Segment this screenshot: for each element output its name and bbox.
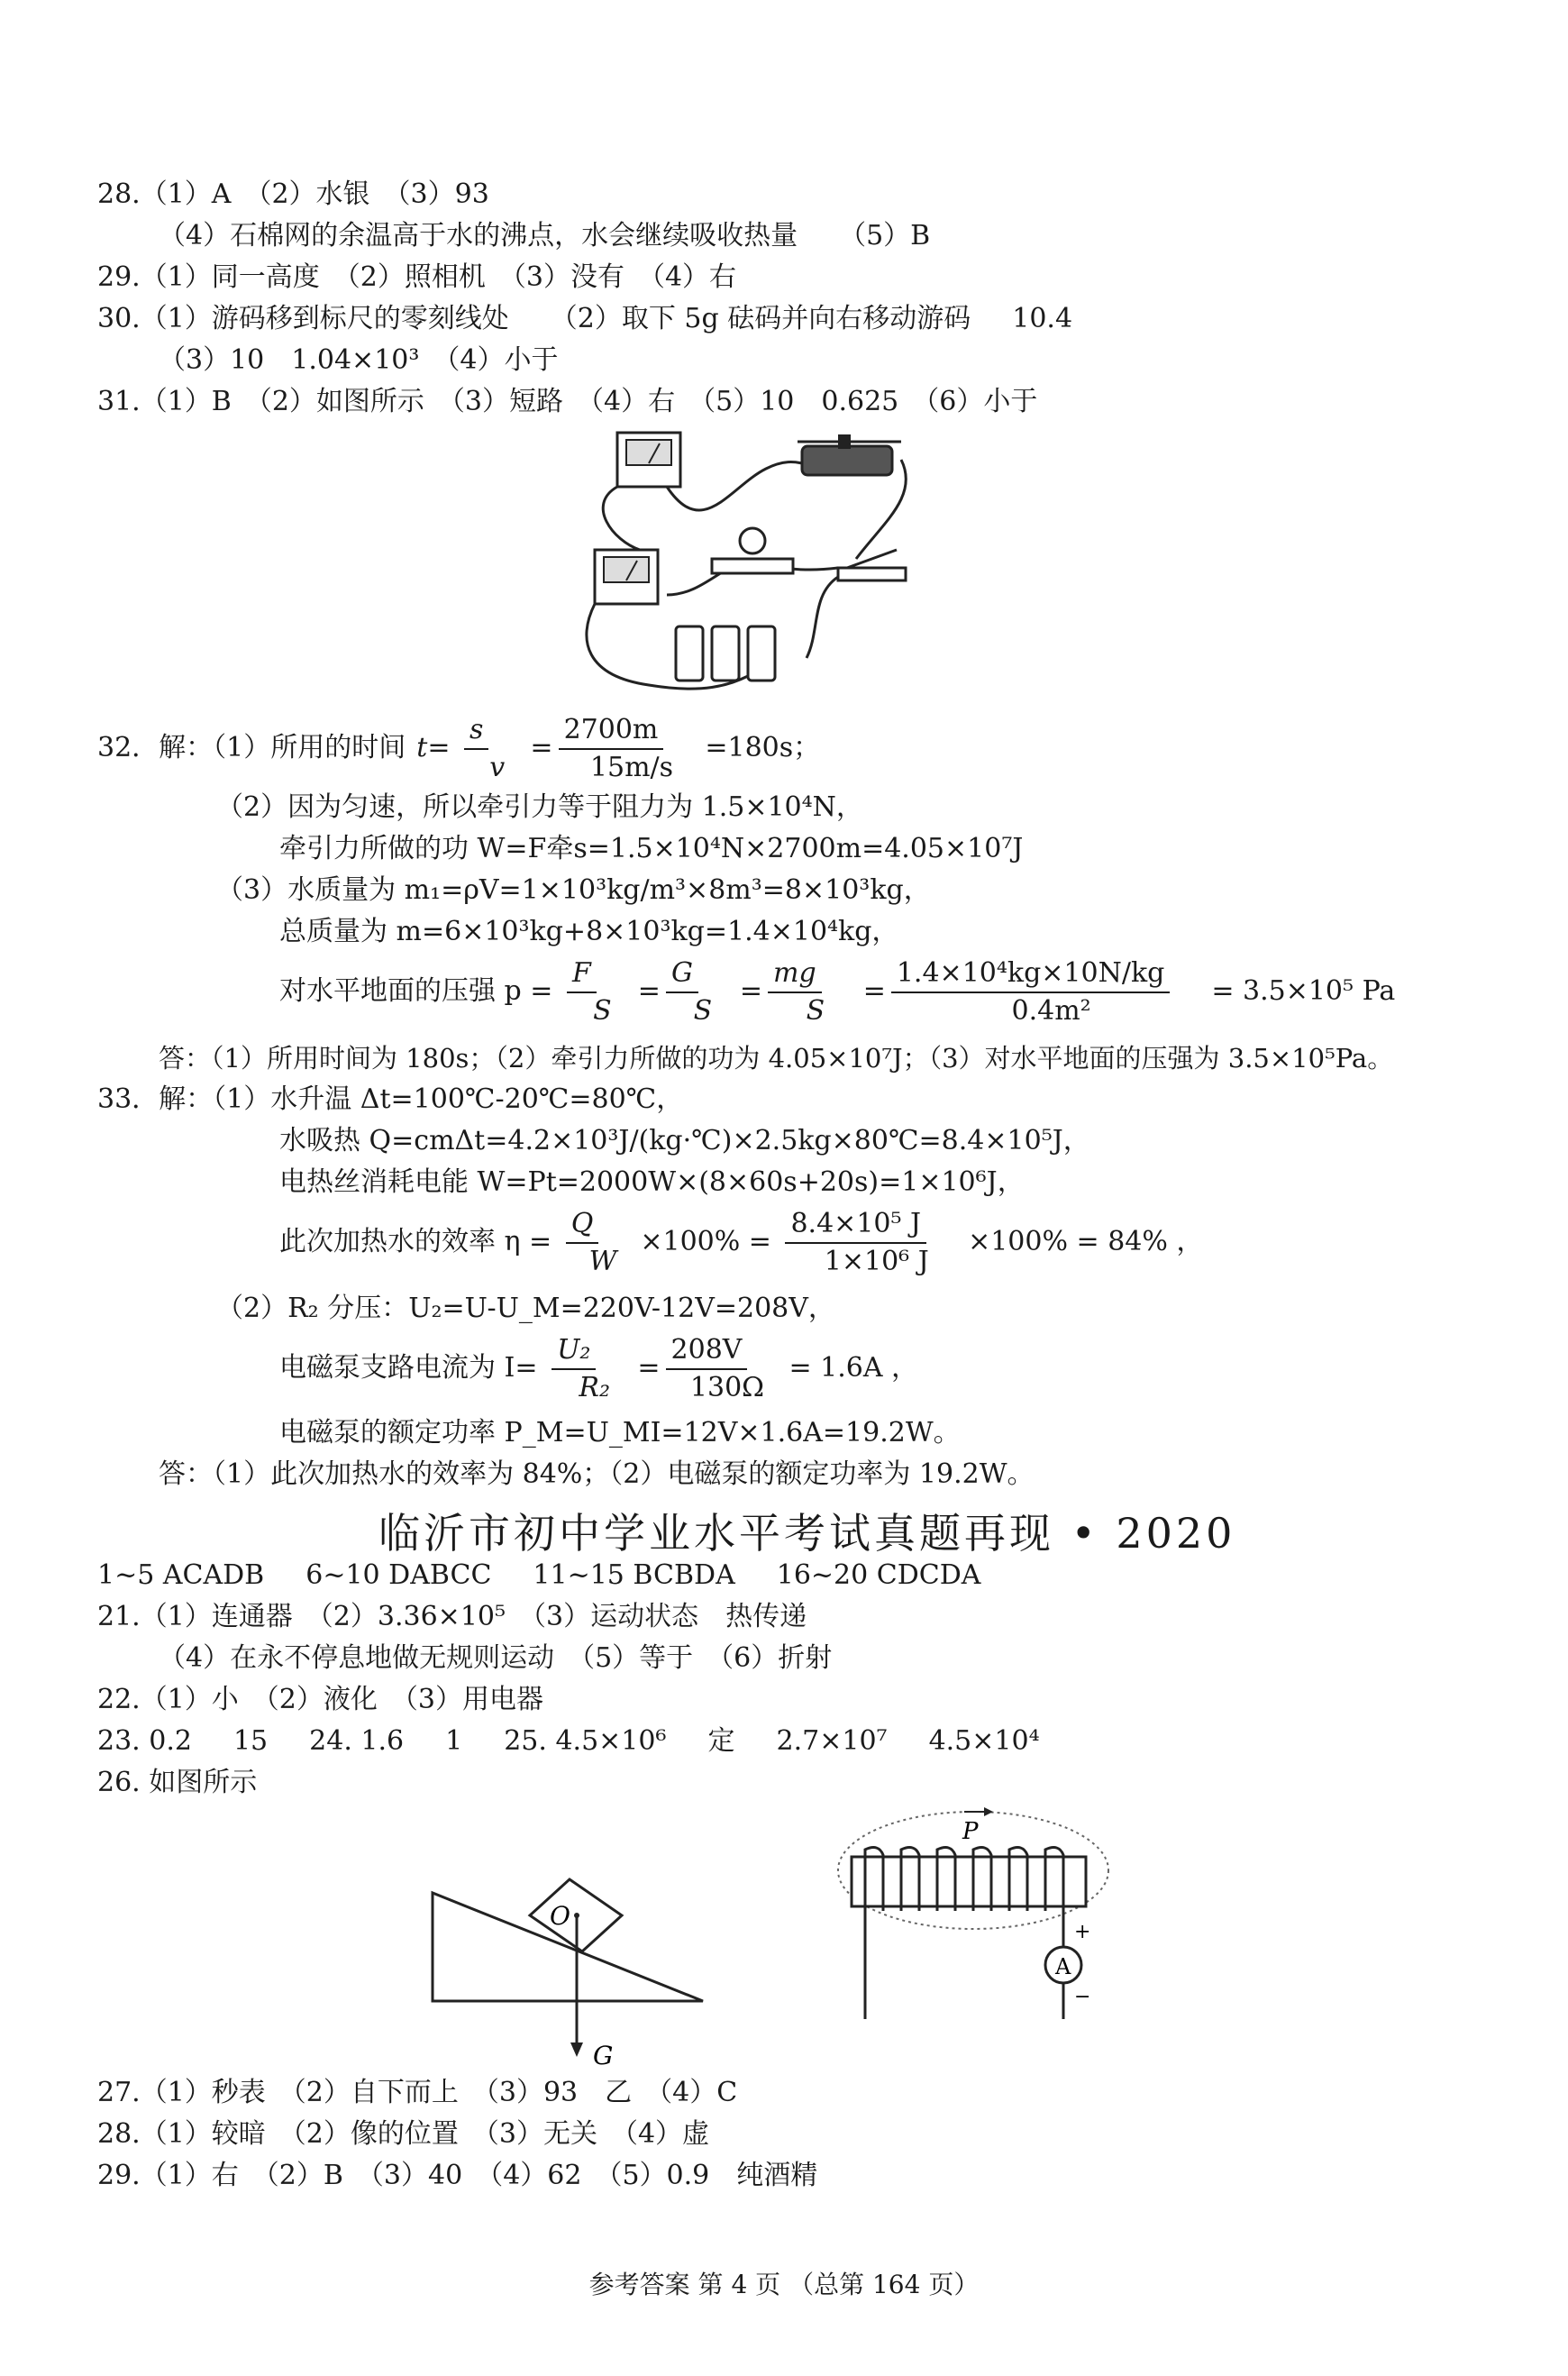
ammeter-label: A (1055, 1954, 1071, 1979)
label-g: G (593, 2041, 614, 2070)
answer-32-line6: 对水平地面的压强 p = $\frac{F}{S}$ = $\frac{G}{S}$ = $\frac{mg}{S}$ = $\frac{\text{1.4×10⁴kg×10N/kg}}{\text{0.4m²}}$ = 3.5×10⁵ Pa (279, 955, 1395, 1029)
fraction-numerator: 2700m (559, 712, 664, 750)
answer-32-line2: （2）因为匀速，所以牵引力等于阻力为 1.5×10⁴N， (216, 791, 863, 823)
answer-2020-26: 26. 如图所示 (97, 1767, 258, 1798)
page-footer: 参考答案 第 4 页 （总第 164 页） (588, 2270, 980, 2299)
answer-2020-28: 28.（1）较暗 （2）像的位置 （3）无关 （4）虚 (97, 2118, 710, 2150)
mc-group: 1~5 ACADB (97, 1559, 265, 1591)
fraction-numerator: s (464, 712, 488, 750)
fraction-mg-over-s (768, 955, 863, 1029)
answer-28-line2 (159, 218, 930, 254)
answer-30-part2: （2）取下 5g 砝码并向右移动游码 (550, 303, 971, 334)
answer-2020-21-line2: （4）在永不停息地做无规则运动 （5）等于 （6）折射 (159, 1642, 833, 1674)
circuit-diagram (577, 415, 919, 712)
mc-group: 11~15 BCBDA (533, 1559, 735, 1591)
answer-28-line2-text: （4）石棉网的余温高于水的沸点，水会继续吸收热量 (159, 220, 798, 251)
answer-30-line1 (97, 301, 1072, 337)
fraction-denominator: S (693, 995, 713, 1027)
center-point (574, 1913, 579, 1918)
fraction-s-over-v (464, 712, 530, 786)
answer-33-conclusion: 答：（1）此次加热水的效率为 84%；（2）电磁泵的额定功率为 19.2W。 (159, 1458, 1035, 1490)
answer-part: 24. 1.6 (309, 1725, 405, 1757)
compass-arrow (984, 1807, 993, 1816)
answer-32-lead: 32．解：（1）所用的时间 (97, 732, 406, 763)
fraction-denominator: W (588, 1246, 617, 1277)
fraction-denominator: v (489, 752, 506, 783)
answer-31: 31.（1）B （2）如图所示 （3）短路 （4）右 （5）10 0.625 （6）小于 (97, 386, 1038, 417)
fraction-denominator: 15m/s (589, 752, 674, 783)
fraction-numerator: 1.4×10⁴kg×10N/kg (891, 955, 1170, 993)
fraction-g-over-s (666, 955, 740, 1029)
efficiency-result: ×100% = 84% ， (968, 1226, 1204, 1257)
mc-group: 6~10 DABCC (305, 1559, 492, 1591)
answer-30-line2: （3）10 1.04×10³ （4）小于 (159, 344, 559, 376)
fraction-q-over-w (566, 1206, 641, 1280)
efficiency-mid: ×100% = (640, 1226, 771, 1257)
multiple-choice-answers (97, 1558, 980, 1594)
time-var: t= (416, 732, 451, 763)
answer-32-line3: 牵引力所做的功 W=F牵s=1.5×10⁴N×2700m=4.05×10⁷J (279, 833, 1024, 864)
answer-2020-29: 29.（1）右 （2）B （3）40 （4）62 （5）0.9 纯酒精 (97, 2160, 818, 2191)
wire (603, 487, 640, 550)
answer-28-line2-part5: （5）B (839, 220, 931, 251)
answer-33-line6: 电磁泵支路电流为 I= $\frac{\text{U₂}}{\text{R₂}}$ = $\frac{208V}{130\Omega}$ = 1.6A ， (279, 1332, 918, 1406)
minus-terminal: − (1074, 1986, 1091, 2008)
battery-icon (676, 626, 775, 681)
answer-30-part3: 10.4 (1012, 303, 1073, 334)
answer-33-line7: 电磁泵的额定功率 P_M=U_MI=12V×1.6A=19.2W。 (279, 1417, 961, 1448)
section-heading-2020: 临沂市初中学业水平考试真题再现 • 2020 (378, 1509, 1236, 1558)
answer-part: 25. 4.5×10⁶ (504, 1725, 667, 1757)
arrow-head (570, 2042, 583, 2057)
answer-part: 15 (232, 1725, 269, 1757)
efficiency-lead: 此次加热水的效率 η = (279, 1226, 552, 1257)
answer-32-line5: 总质量为 m=6×10³kg+8×10³kg=1.4×10⁴kg， (279, 916, 899, 947)
fraction-voltage-over-resistance (666, 1332, 789, 1406)
answer-33-line1: 33．解：（1）水升温 Δt=100℃-20℃=80℃， (97, 1083, 684, 1115)
answer-33-line5: （2）R₂ 分压：U₂=U-U_M=220V-12V=208V， (216, 1293, 835, 1324)
pressure-result: = 3.5×10⁵ Pa (1211, 975, 1396, 1007)
answer-33-line4 (279, 1206, 1203, 1280)
answer-32-line4: （3）水质量为 m₁=ρV=1×10³kg/m³×8m³=8×10³kg， (216, 874, 931, 906)
current-result: = 1.6A ， (789, 1352, 919, 1384)
fraction-f-over-s (567, 955, 638, 1029)
wire (667, 451, 806, 510)
answer-2020-22: 22.（1）小 （2）液化 （3）用电器 (97, 1684, 543, 1715)
answer-part: 1 (445, 1725, 463, 1757)
answer-28-line1: 28.（1）A （2）水银 （3）93 (97, 178, 489, 210)
fraction-denominator: 0.4m² (1011, 995, 1091, 1027)
answer-part: 23. 0.2 (97, 1725, 192, 1757)
fraction-numerator: 8.4×10⁵ J (785, 1206, 926, 1244)
answer-part: 4.5×10⁴ (928, 1725, 1040, 1757)
current-lead: 电磁泵支路电流为 I= (279, 1352, 538, 1384)
bulb-icon (712, 528, 793, 573)
answer-29: 29.（1）同一高度 （2）照相机 （3）没有 （4）右 (97, 261, 737, 293)
label-p: P (962, 1818, 979, 1845)
fraction-numerator: mg (768, 955, 822, 993)
answer-32-line1: 32．解：（1）所用的时间 t= $\frac{s}{v}$ = $\frac{2700m}{15m/s}$ =180s； (97, 712, 820, 786)
mc-group: 16~20 CDCDA (776, 1559, 981, 1591)
ammeter-icon (617, 433, 680, 487)
answer-30-part1: 30.（1）游码移到标尺的零刻线处 (97, 303, 509, 334)
solenoid-core (852, 1857, 1086, 1906)
solenoid-diagram (829, 1794, 1117, 2028)
fraction-denominator: 130Ω (689, 1372, 765, 1403)
label-o: O (550, 1901, 570, 1931)
fraction-distance-over-speed (559, 712, 706, 786)
fraction-numerator: Q (566, 1206, 599, 1244)
fraction-denominator: S (806, 995, 825, 1027)
fraction-pressure-values (891, 955, 1211, 1029)
switch-icon (838, 550, 906, 580)
answer-33-line3: 电热丝消耗电能 W=Pt=2000W×(8×60s+20s)=1×10⁶J， (279, 1166, 1025, 1198)
fraction-numerator: U₂ (552, 1332, 596, 1370)
pressure-lead: 对水平地面的压强 p = (279, 975, 553, 1007)
fraction-numerator: G (666, 955, 698, 993)
answer-part: 定 (707, 1725, 735, 1757)
incline-gravity-diagram (424, 1866, 712, 2073)
answer-32-result: =180s； (705, 732, 821, 763)
fraction-u2-over-r2 (552, 1332, 637, 1406)
wire (807, 577, 838, 658)
answer-2020-23-25 (97, 1723, 1040, 1759)
fraction-denominator: 1×10⁶ J (824, 1246, 929, 1277)
answer-2020-21-line1: 21.（1）连通器 （2）3.36×10⁵ （3）运动状态 热传递 (97, 1601, 807, 1632)
fraction-denominator: S (593, 995, 612, 1027)
fraction-heat-over-energy (785, 1206, 968, 1280)
answer-2020-27: 27.（1）秒表 （2）自下而上 （3）93 乙 （4）C (97, 2077, 738, 2108)
plus-terminal: + (1074, 1921, 1091, 1943)
rheostat-icon (798, 434, 901, 475)
fraction-numerator: 208V (666, 1332, 748, 1370)
fraction-numerator: F (567, 955, 597, 993)
answer-part: 2.7×10⁷ (776, 1725, 888, 1757)
answer-33-line2: 水吸热 Q=cmΔt=4.2×10³J/(kg·℃)×2.5kg×80℃=8.4×10⁵J， (279, 1125, 1090, 1156)
fraction-denominator: R₂ (579, 1372, 611, 1403)
voltmeter-icon (595, 550, 658, 604)
answer-32-conclusion: 答：（1）所用时间为 180s；（2）牵引力所做的功为 4.05×10⁷J；（3）对水平地面的压强为 3.5×10⁵Pa。 (159, 1043, 1394, 1074)
